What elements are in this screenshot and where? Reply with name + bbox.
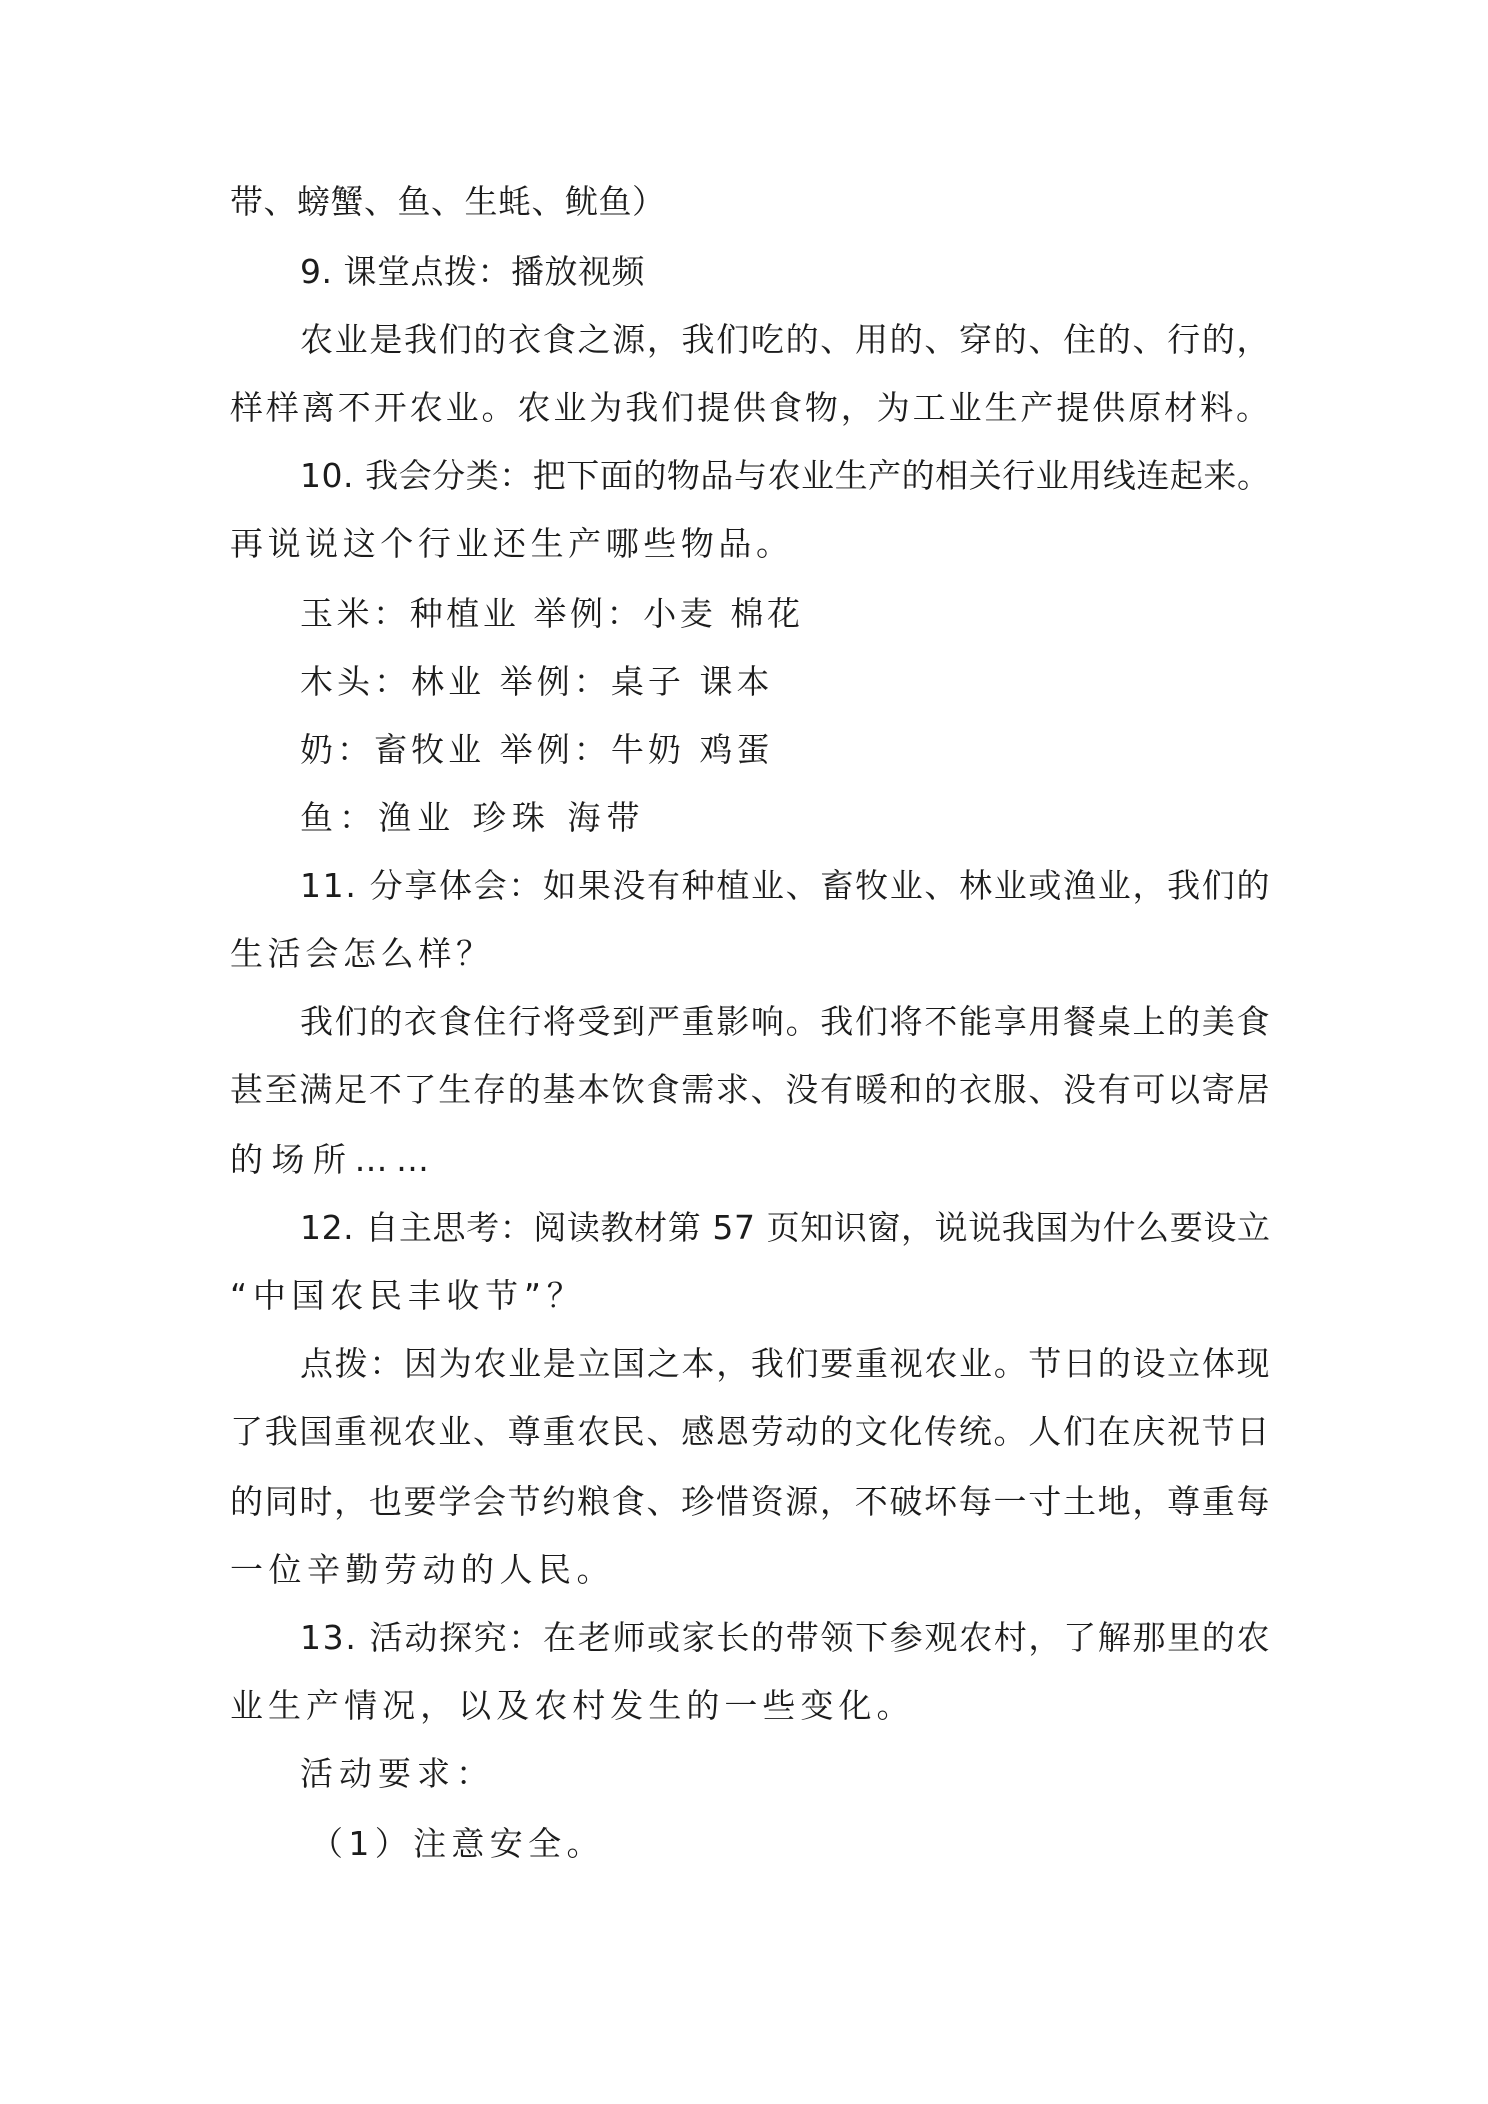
text-line-10: 鱼：渔业 珍珠 海带	[300, 798, 646, 837]
text-line-5: 10. 我会分类：把下面的物品与农业生产的相关行业用线连起来。	[300, 456, 1271, 495]
text-line-16: 12. 自主思考：阅读教材第 57 页知识窗，说说我国为什么要设立	[300, 1208, 1271, 1247]
text-line-20: 的同时，也要学会节约粮食、珍惜资源，不破坏每一寸土地，尊重每	[230, 1482, 1272, 1521]
text-line-11: 11. 分享体会：如果没有种植业、畜牧业、林业或渔业，我们的	[300, 866, 1272, 905]
text-line-18: 点拨：因为农业是立国之本，我们要重视农业。节日的设立体现	[300, 1344, 1272, 1383]
text-line-12: 生活会怎么样？	[230, 934, 494, 973]
text-line-7: 玉米：种植业 举例：小麦 棉花	[300, 594, 804, 633]
text-line-25: （1）注意安全。	[310, 1824, 605, 1863]
text-line-23: 业生产情况，以及农村发生的一些变化。	[230, 1686, 915, 1725]
text-line-4: 样样离不开农业。农业为我们提供食物，为工业生产提供原材料。	[230, 388, 1272, 427]
text-line-2: 9. 课堂点拨：播放视频	[300, 252, 645, 291]
text-line-1: 带、螃蟹、鱼、生蚝、鱿鱼）	[230, 182, 666, 221]
text-line-8: 木头：林业 举例：桌子 课本	[300, 662, 774, 701]
text-line-6: 再说说这个行业还生产哪些物品。	[230, 524, 794, 563]
text-line-3: 农业是我们的衣食之源，我们吃的、用的、穿的、住的、行的，	[300, 320, 1272, 359]
text-line-9: 奶：畜牧业 举例：牛奶 鸡蛋	[300, 730, 774, 769]
text-line-21: 一位辛勤劳动的人民。	[230, 1550, 615, 1589]
text-line-19: 了我国重视农业、尊重农民、感恩劳动的文化传统。人们在庆祝节日	[230, 1412, 1272, 1451]
text-line-24: 活动要求：	[300, 1754, 495, 1793]
text-line-14: 甚至满足不了生存的基本饮食需求、没有暖和的衣服、没有可以寄居	[230, 1070, 1272, 1109]
text-line-22: 13. 活动探究：在老师或家长的带领下参观农村，了解那里的农	[300, 1618, 1272, 1657]
text-line-17: “中国农民丰收节”？	[230, 1276, 586, 1315]
text-line-15: 的场所……	[230, 1140, 438, 1179]
text-line-13: 我们的衣食住行将受到严重影响。我们将不能享用餐桌上的美食	[300, 1002, 1272, 1041]
